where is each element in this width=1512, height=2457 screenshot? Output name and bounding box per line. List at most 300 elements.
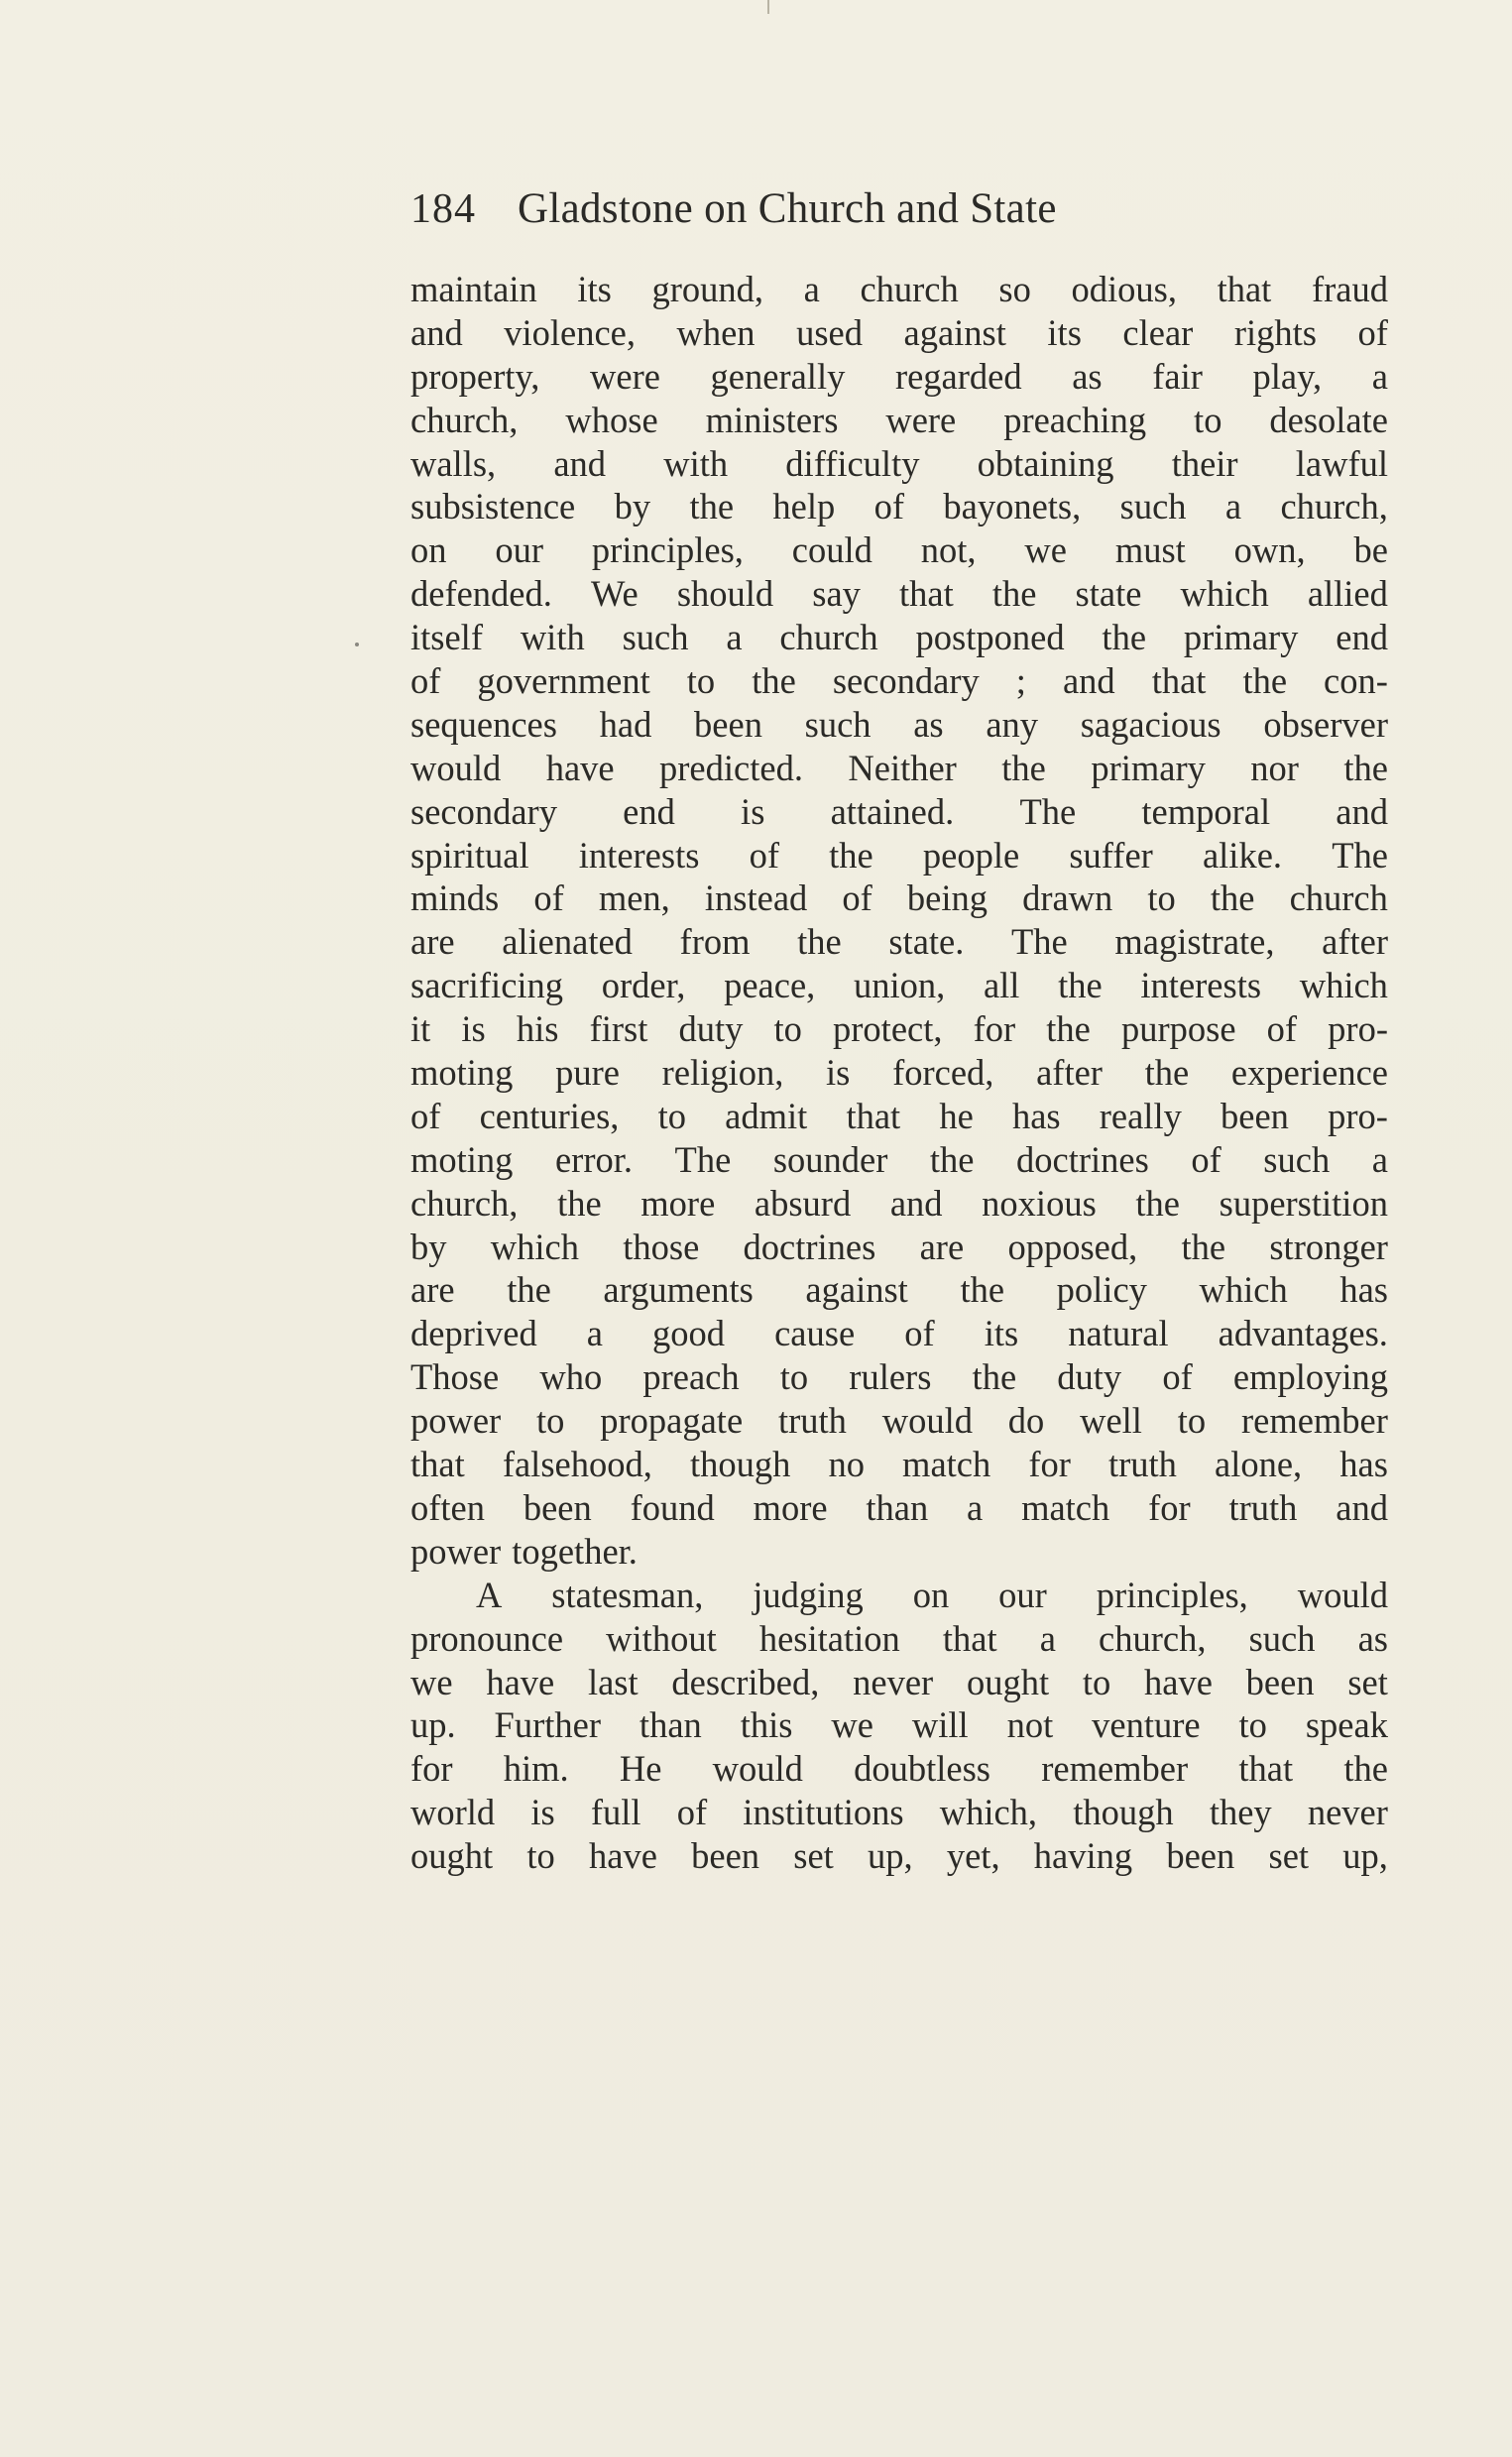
text-line (410, 1051, 1388, 1095)
word: when (676, 311, 756, 353)
word: whose (565, 399, 658, 440)
word: generally (710, 355, 846, 397)
word: speak (1305, 1704, 1388, 1746)
word: his (516, 1008, 559, 1050)
word: doubtless (854, 1748, 991, 1790)
word: set (793, 1835, 834, 1877)
word: have (589, 1835, 657, 1877)
word: fair (1152, 355, 1203, 397)
word: sacrificing (410, 965, 564, 1006)
word: observer (1263, 703, 1388, 745)
word: for (973, 1008, 1016, 1050)
word: that (899, 573, 954, 615)
word: of (749, 834, 779, 876)
word: described, (671, 1661, 820, 1702)
text-line (410, 1834, 1388, 1878)
word: of (533, 878, 564, 919)
word: would (712, 1748, 803, 1790)
text-line (410, 1138, 1388, 1182)
word: as (1072, 355, 1103, 397)
word: though (689, 1444, 791, 1485)
word: end (1336, 617, 1388, 658)
word: statesman, (551, 1574, 704, 1615)
word: preaching (1003, 399, 1147, 440)
word: found (630, 1486, 715, 1528)
word: to (1194, 399, 1222, 440)
word: suffer (1069, 834, 1153, 876)
word: the (752, 660, 796, 702)
word: the (1343, 1748, 1388, 1790)
word: such (804, 703, 872, 745)
word: a (1039, 1617, 1056, 1659)
word: nor (1250, 747, 1299, 788)
word: he (939, 1095, 974, 1136)
word: him. (503, 1748, 569, 1790)
word: that (1151, 660, 1207, 702)
word: the (1144, 1052, 1190, 1094)
word: could (791, 529, 872, 571)
word: truth (777, 1400, 847, 1442)
text-line (410, 1007, 1388, 1051)
word: help (772, 486, 836, 527)
word: for (1148, 1486, 1191, 1528)
word: power (410, 1530, 502, 1572)
word: that (410, 1444, 465, 1485)
word: and (1062, 660, 1115, 702)
word: as (1357, 1617, 1388, 1659)
word: Those (410, 1356, 500, 1398)
word: maintain (410, 269, 537, 309)
word: the (1102, 617, 1147, 658)
word: church (779, 617, 878, 658)
word: institutions (743, 1792, 904, 1833)
text-line (410, 1703, 1388, 1747)
page-number: 184 (410, 186, 476, 232)
word: venture (1092, 1704, 1201, 1746)
word: the (1210, 878, 1255, 919)
word: church, (1280, 486, 1388, 527)
word: a (1224, 486, 1242, 527)
word: with (520, 617, 585, 658)
word: often (410, 1486, 485, 1528)
word: error. (554, 1138, 633, 1180)
word: are (410, 1269, 455, 1311)
word: walls, (410, 442, 497, 484)
word: property, (410, 355, 540, 397)
word: never (853, 1661, 934, 1702)
word: rights (1233, 311, 1317, 353)
word: which (490, 1226, 579, 1267)
word: such (1263, 1138, 1331, 1180)
word: church (1289, 878, 1388, 919)
word: obtaining (977, 442, 1114, 484)
word: arguments (603, 1269, 754, 1311)
word: ; (1015, 660, 1026, 702)
text-line (410, 1661, 1388, 1704)
word: clear (1122, 311, 1194, 353)
word: a (586, 1313, 603, 1354)
word: sagacious (1080, 703, 1221, 745)
text-line (410, 616, 1388, 659)
text-line (410, 485, 1388, 528)
word: would (410, 747, 502, 788)
word: pure (555, 1052, 620, 1094)
word: with (663, 442, 729, 484)
word: spiritual (410, 834, 529, 876)
word: more (640, 1182, 716, 1224)
text-line (410, 1617, 1388, 1661)
word: their (1171, 442, 1238, 484)
word: difficulty (785, 442, 920, 484)
word: experience (1230, 1052, 1388, 1094)
word: which, (939, 1792, 1038, 1833)
word: order, (601, 965, 686, 1006)
word: such (622, 617, 689, 658)
word: up, (1342, 1835, 1388, 1877)
word: of (676, 1792, 708, 1833)
word: truth (1228, 1486, 1298, 1528)
text-line (410, 1268, 1388, 1312)
word: postponed (915, 617, 1065, 658)
word: is (530, 1792, 555, 1833)
word: the (972, 1356, 1017, 1398)
word: say (812, 573, 861, 615)
word: and (553, 442, 607, 484)
word: not (1006, 1704, 1054, 1746)
word: after (1036, 1052, 1103, 1094)
word: than (866, 1486, 929, 1528)
word: to (1238, 1704, 1267, 1746)
word: of (1191, 1138, 1221, 1180)
word: subsistence (410, 486, 576, 527)
word: ought (410, 1835, 494, 1877)
word: that (1217, 269, 1272, 309)
word: Further (494, 1704, 601, 1746)
word: must (1114, 529, 1186, 571)
word: policy (1056, 1269, 1147, 1311)
word: good (652, 1313, 726, 1354)
word: had (599, 703, 652, 745)
text-line (410, 399, 1388, 442)
word: union, (853, 965, 946, 1006)
word: primary (1183, 617, 1299, 658)
word: odious, (1071, 269, 1177, 309)
word: on (912, 1574, 950, 1615)
word: forced, (892, 1052, 994, 1094)
word: He (619, 1748, 662, 1790)
word: on (410, 529, 447, 571)
word: itself (410, 617, 483, 658)
word: ought (966, 1661, 1050, 1702)
word: been (1166, 1835, 1235, 1877)
word: that (942, 1617, 997, 1659)
word: than (639, 1704, 702, 1746)
word: its (577, 269, 612, 309)
text-line (410, 1791, 1388, 1834)
word: of (904, 1313, 935, 1354)
word: The (1019, 790, 1077, 832)
text-line (410, 1530, 1388, 1574)
text-line (410, 790, 1388, 834)
text-line (410, 1226, 1388, 1269)
text-line (410, 1486, 1388, 1530)
word: minds (410, 878, 500, 919)
word: temporal (1141, 790, 1271, 832)
word: the (797, 921, 842, 963)
word: never (1307, 1792, 1388, 1833)
word: would (1297, 1574, 1388, 1615)
word: the (689, 486, 735, 527)
word: we (831, 1704, 873, 1746)
word: is (826, 1052, 851, 1094)
text-line (410, 268, 1388, 311)
word: remember (1240, 1400, 1388, 1442)
word: con- (1324, 660, 1388, 702)
text-line (410, 1095, 1388, 1138)
word: and (1336, 1486, 1388, 1528)
text-line (410, 572, 1388, 616)
word: principles, (591, 529, 744, 571)
word: ministers (705, 399, 839, 440)
word: power (410, 1400, 502, 1442)
word: more (753, 1486, 828, 1528)
word: natural (1068, 1313, 1169, 1354)
text-line (410, 747, 1388, 790)
word: we (1024, 529, 1067, 571)
word: has (1339, 1444, 1388, 1485)
word: our (998, 1574, 1047, 1615)
word: purpose (1120, 1008, 1236, 1050)
paper-speck (767, 0, 769, 14)
word: pro- (1328, 1095, 1388, 1136)
word: desolate (1269, 399, 1388, 440)
word: which (1199, 1269, 1288, 1311)
word: its (984, 1313, 1019, 1354)
word: the (991, 573, 1037, 615)
word: a (1371, 1138, 1388, 1180)
word: government (477, 660, 650, 702)
word: centuries, (479, 1095, 620, 1136)
word: hesitation (758, 1617, 900, 1659)
word: of (842, 878, 872, 919)
word: together. (512, 1530, 638, 1572)
word: we (410, 1661, 453, 1702)
word: allied (1307, 573, 1388, 615)
text-line (410, 1182, 1388, 1226)
word: moting (410, 1138, 514, 1180)
running-title: Gladstone on Church and State (518, 185, 1057, 232)
word: having (1033, 1835, 1133, 1877)
word: used (796, 311, 863, 353)
word: the (557, 1182, 602, 1224)
text-line (410, 920, 1388, 964)
word: of (1266, 1008, 1298, 1050)
margin-mark (355, 643, 359, 646)
word: to (1147, 878, 1176, 919)
text-line (410, 877, 1388, 920)
word: for (1028, 1444, 1071, 1485)
word: the (929, 1138, 975, 1180)
word: have (545, 747, 615, 788)
word: noxious (982, 1182, 1097, 1224)
word: up, (868, 1835, 913, 1877)
word: play, (1252, 355, 1323, 397)
word: church, (410, 399, 519, 440)
word: a (726, 617, 743, 658)
word: secondary (832, 660, 980, 702)
word: to (1177, 1400, 1207, 1442)
word: duty (678, 1008, 744, 1050)
word: the (507, 1269, 551, 1311)
word: its (1047, 311, 1082, 353)
word: been (1221, 1095, 1289, 1136)
word: for (410, 1748, 453, 1790)
word: to (1082, 1661, 1111, 1702)
word: employing (1232, 1356, 1388, 1398)
word: bayonets, (943, 486, 1082, 527)
word: from (679, 921, 751, 963)
word: predicted. (659, 747, 803, 788)
word: any (986, 703, 1039, 745)
word: should (676, 573, 774, 615)
word: that (1238, 1748, 1294, 1790)
word: are (919, 1226, 965, 1267)
word: church, (1099, 1617, 1207, 1659)
word: be (1353, 529, 1388, 571)
text-line (410, 1312, 1388, 1355)
word: secondary (410, 790, 557, 832)
word: violence, (504, 311, 636, 353)
word: pro- (1328, 1008, 1388, 1050)
word: is (461, 1008, 486, 1050)
word: and (1336, 790, 1388, 832)
word: and (410, 311, 463, 353)
word: been (523, 1486, 592, 1528)
word: not, (920, 529, 977, 571)
word: up. (410, 1704, 456, 1746)
text-line (410, 1747, 1388, 1791)
word: of (410, 660, 441, 702)
word: superstition (1219, 1182, 1388, 1224)
text-line (410, 964, 1388, 1007)
word: by (410, 1226, 447, 1267)
word: remember (1041, 1748, 1189, 1790)
word: propagate (600, 1400, 744, 1442)
word: The (1332, 834, 1388, 876)
word: to (779, 1356, 809, 1398)
word: first (589, 1008, 648, 1050)
word: of (1357, 311, 1388, 353)
word: The (1010, 921, 1068, 963)
word: absurd (754, 1182, 852, 1224)
text-line (410, 528, 1388, 572)
word: church (860, 269, 959, 309)
word: against (903, 311, 1006, 353)
word: of (410, 1095, 441, 1136)
word: against (805, 1269, 908, 1311)
word: full (590, 1792, 641, 1833)
word: protect, (833, 1008, 943, 1050)
word: those (623, 1226, 700, 1267)
word: judging (753, 1574, 864, 1615)
word: been (694, 703, 762, 745)
word: without (606, 1617, 717, 1659)
word: principles, (1096, 1574, 1248, 1615)
word: a (1371, 355, 1388, 397)
word: attained. (830, 790, 955, 832)
word: which (1299, 965, 1388, 1006)
text-line (410, 1355, 1388, 1399)
word: set (1347, 1661, 1388, 1702)
word: has (1011, 1095, 1061, 1136)
word: the (1058, 965, 1103, 1006)
word: were (885, 399, 957, 440)
word: lawful (1295, 442, 1388, 484)
word: interests (1140, 965, 1262, 1006)
running-header (410, 184, 1263, 244)
word: preach (642, 1356, 740, 1398)
word: match (902, 1444, 991, 1485)
word: well (1080, 1400, 1142, 1442)
word: are (410, 921, 455, 963)
text-line (410, 1443, 1388, 1486)
word: alone, (1215, 1444, 1303, 1485)
word: is (741, 790, 765, 832)
text-line (410, 311, 1388, 355)
word: which (1180, 573, 1269, 615)
word: opposed, (1007, 1226, 1138, 1267)
text-line (410, 703, 1388, 747)
word: religion, (661, 1052, 784, 1094)
word: all (983, 965, 1020, 1006)
word: a (967, 1486, 984, 1528)
word: state. (888, 921, 965, 963)
word: drawn (1022, 878, 1113, 919)
word: been (691, 1835, 760, 1877)
word: We (590, 573, 639, 615)
word: sounder (772, 1138, 888, 1180)
word: men, (598, 878, 670, 919)
word: this (740, 1704, 793, 1746)
word: really (1099, 1095, 1182, 1136)
word: moting (410, 1052, 514, 1094)
word: primary (1091, 747, 1206, 788)
word: the (1135, 1182, 1180, 1224)
word: of (1162, 1356, 1193, 1398)
text-line (410, 442, 1388, 486)
text-line (410, 1399, 1388, 1443)
word: they (1209, 1792, 1272, 1833)
word: own, (1233, 529, 1306, 571)
word: the (1343, 747, 1388, 788)
word: world (410, 1792, 496, 1833)
word: yet, (946, 1835, 1000, 1877)
word: to (536, 1400, 565, 1442)
word: cause (774, 1313, 856, 1354)
word: would (881, 1400, 973, 1442)
text-line (410, 1574, 1388, 1617)
word: regarded (894, 355, 1022, 397)
word: to (526, 1835, 555, 1877)
word: will (911, 1704, 969, 1746)
word: deprived (410, 1313, 537, 1354)
word: the (1181, 1226, 1226, 1267)
word: a (803, 269, 820, 309)
word: to (657, 1095, 686, 1136)
word: to (686, 660, 716, 702)
word: instead (704, 878, 808, 919)
word: set (1268, 1835, 1310, 1877)
